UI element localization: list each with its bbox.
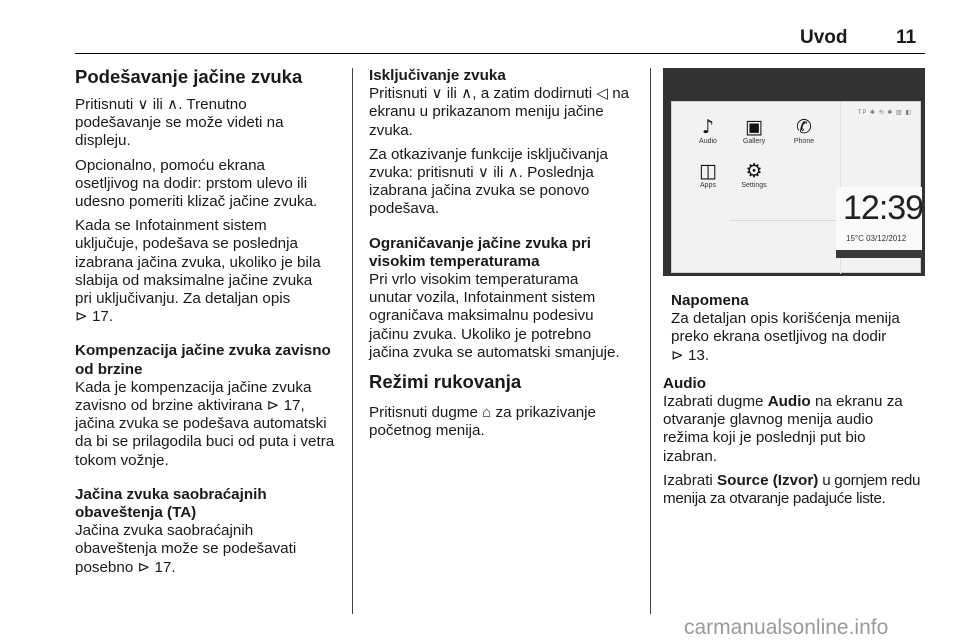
- watermark: carmanualsonline.info: [684, 616, 889, 639]
- paragraph: [663, 393, 933, 466]
- note-box: [663, 292, 933, 365]
- music-note-icon: ♪: [701, 116, 715, 138]
- paragraph: Za otkazivanje funkcije isključivanja zvuka: pritisnuti ∨ ili ∧. Poslednja izabrana jačina zvuka se ponovo podešava.: [369, 145, 608, 218]
- tile-label: Phone: [793, 138, 815, 145]
- subheading: Isključivanje zvuka: [369, 67, 506, 84]
- column-1: [75, 66, 343, 583]
- gallery-icon: ▣: [745, 116, 763, 138]
- text: na ekranu za otvaranje glavnog menija audio režima koji je poslednji put bio izabran.: [663, 393, 903, 465]
- phone-icon: ✆: [796, 116, 812, 138]
- column-divider-right: [650, 68, 651, 614]
- temperature-date: 15°C 03/12/2012: [846, 234, 907, 243]
- screen-separator: [730, 220, 840, 221]
- clock-widget: [836, 187, 922, 258]
- audio-tile: [684, 116, 732, 145]
- status-icons: TP ✱ ⟲ ✱ ▥ ◧: [857, 110, 912, 116]
- subheading: Jačina zvuka saobraćajnih obaveštenja (TA): [75, 485, 267, 522]
- tile-label: Apps: [700, 182, 716, 189]
- page-header-title: Uvod: [800, 27, 848, 48]
- column-divider-left: [352, 68, 353, 614]
- paragraph: Kada se Infotainment sistem uključuje, podešava se poslednja izabrana jačina zvuka, ukoliko je bila slabija od maksimalne jačine zvuka pri uključivanju. Za detaljan opis ⊳ 17.: [75, 217, 321, 326]
- paragraph: Pritisnuti ∨ ili ∧, a zatim dodirnuti ◁ na ekranu u prikazanom meniju jačine zvuka.: [369, 85, 630, 139]
- header-rule: [75, 53, 925, 54]
- page-number: 11: [896, 27, 917, 48]
- text: Izabrati: [663, 471, 718, 489]
- column-3: [663, 292, 933, 514]
- clock-time: 12:39: [843, 189, 924, 227]
- paragraph: Pritisnuti dugme ⌂ za prikazivanje početnog menija.: [369, 404, 596, 440]
- gear-icon: ⚙: [745, 160, 763, 182]
- subheading: Ograničavanje jačine zvuka pri visokim temperaturama: [369, 234, 592, 270]
- ui-term: Source (Izvor): [717, 471, 819, 489]
- text: Izabrati dugme: [663, 393, 768, 411]
- tile-label: Audio: [699, 138, 717, 145]
- tile-label: Settings: [741, 182, 767, 189]
- home-screen: [671, 101, 924, 273]
- paragraph: Pritisnuti ∨ ili ∧. Trenutno podešavanje se može videti na displeju.: [75, 96, 284, 150]
- text: u gornjem redu menija za otvaranje padajuće liste.: [663, 471, 921, 508]
- paragraph: Jačina zvuka saobraćajnih obaveštenja može se podešavati posebno ⊳ 17.: [75, 522, 297, 576]
- paragraph: [663, 472, 933, 508]
- apps-icon: ◫: [699, 160, 717, 182]
- subheading: Audio: [663, 374, 707, 392]
- paragraph: Kada je kompenzacija jačine zvuka zavisno od brzine aktivirana ⊳ 17, jačina zvuka se podešava automatski da bi se prilagodila buci od puta i vetra tokom vožnje.: [75, 378, 335, 469]
- note-text: Za detaljan opis korišćenja menija preko ekrana osetljivog na dodir ⊳ 13.: [671, 310, 900, 364]
- gallery-tile: [730, 116, 778, 145]
- section-heading: Režimi rukovanja: [369, 371, 522, 393]
- infotainment-screen-image: [663, 68, 925, 276]
- clock-bar: [836, 250, 922, 258]
- apps-tile: [684, 160, 732, 189]
- note-title: Napomena: [671, 292, 749, 309]
- phone-tile: [780, 116, 828, 145]
- ui-term: Audio: [767, 393, 811, 411]
- paragraph: Pri vrlo visokim temperaturama unutar vozila, Infotainment sistem ograničava maksimalnu podesivu jačinu zvuka. Ukoliko je potrebno jačina zvuka se automatski smanjuje.: [369, 271, 620, 361]
- tile-label: Gallery: [742, 138, 766, 145]
- section-heading: Podešavanje jačine zvuka: [75, 66, 303, 87]
- paragraph: Opcionalno, pomoću ekrana osetljivog na dodir: prstom ulevo ili udesno pomeriti klizač jačine zvuka.: [75, 156, 318, 211]
- settings-tile: [730, 160, 778, 189]
- subheading: Kompenzacija jačine zvuka zavisno od brzine: [75, 342, 331, 378]
- column-2: [369, 67, 639, 446]
